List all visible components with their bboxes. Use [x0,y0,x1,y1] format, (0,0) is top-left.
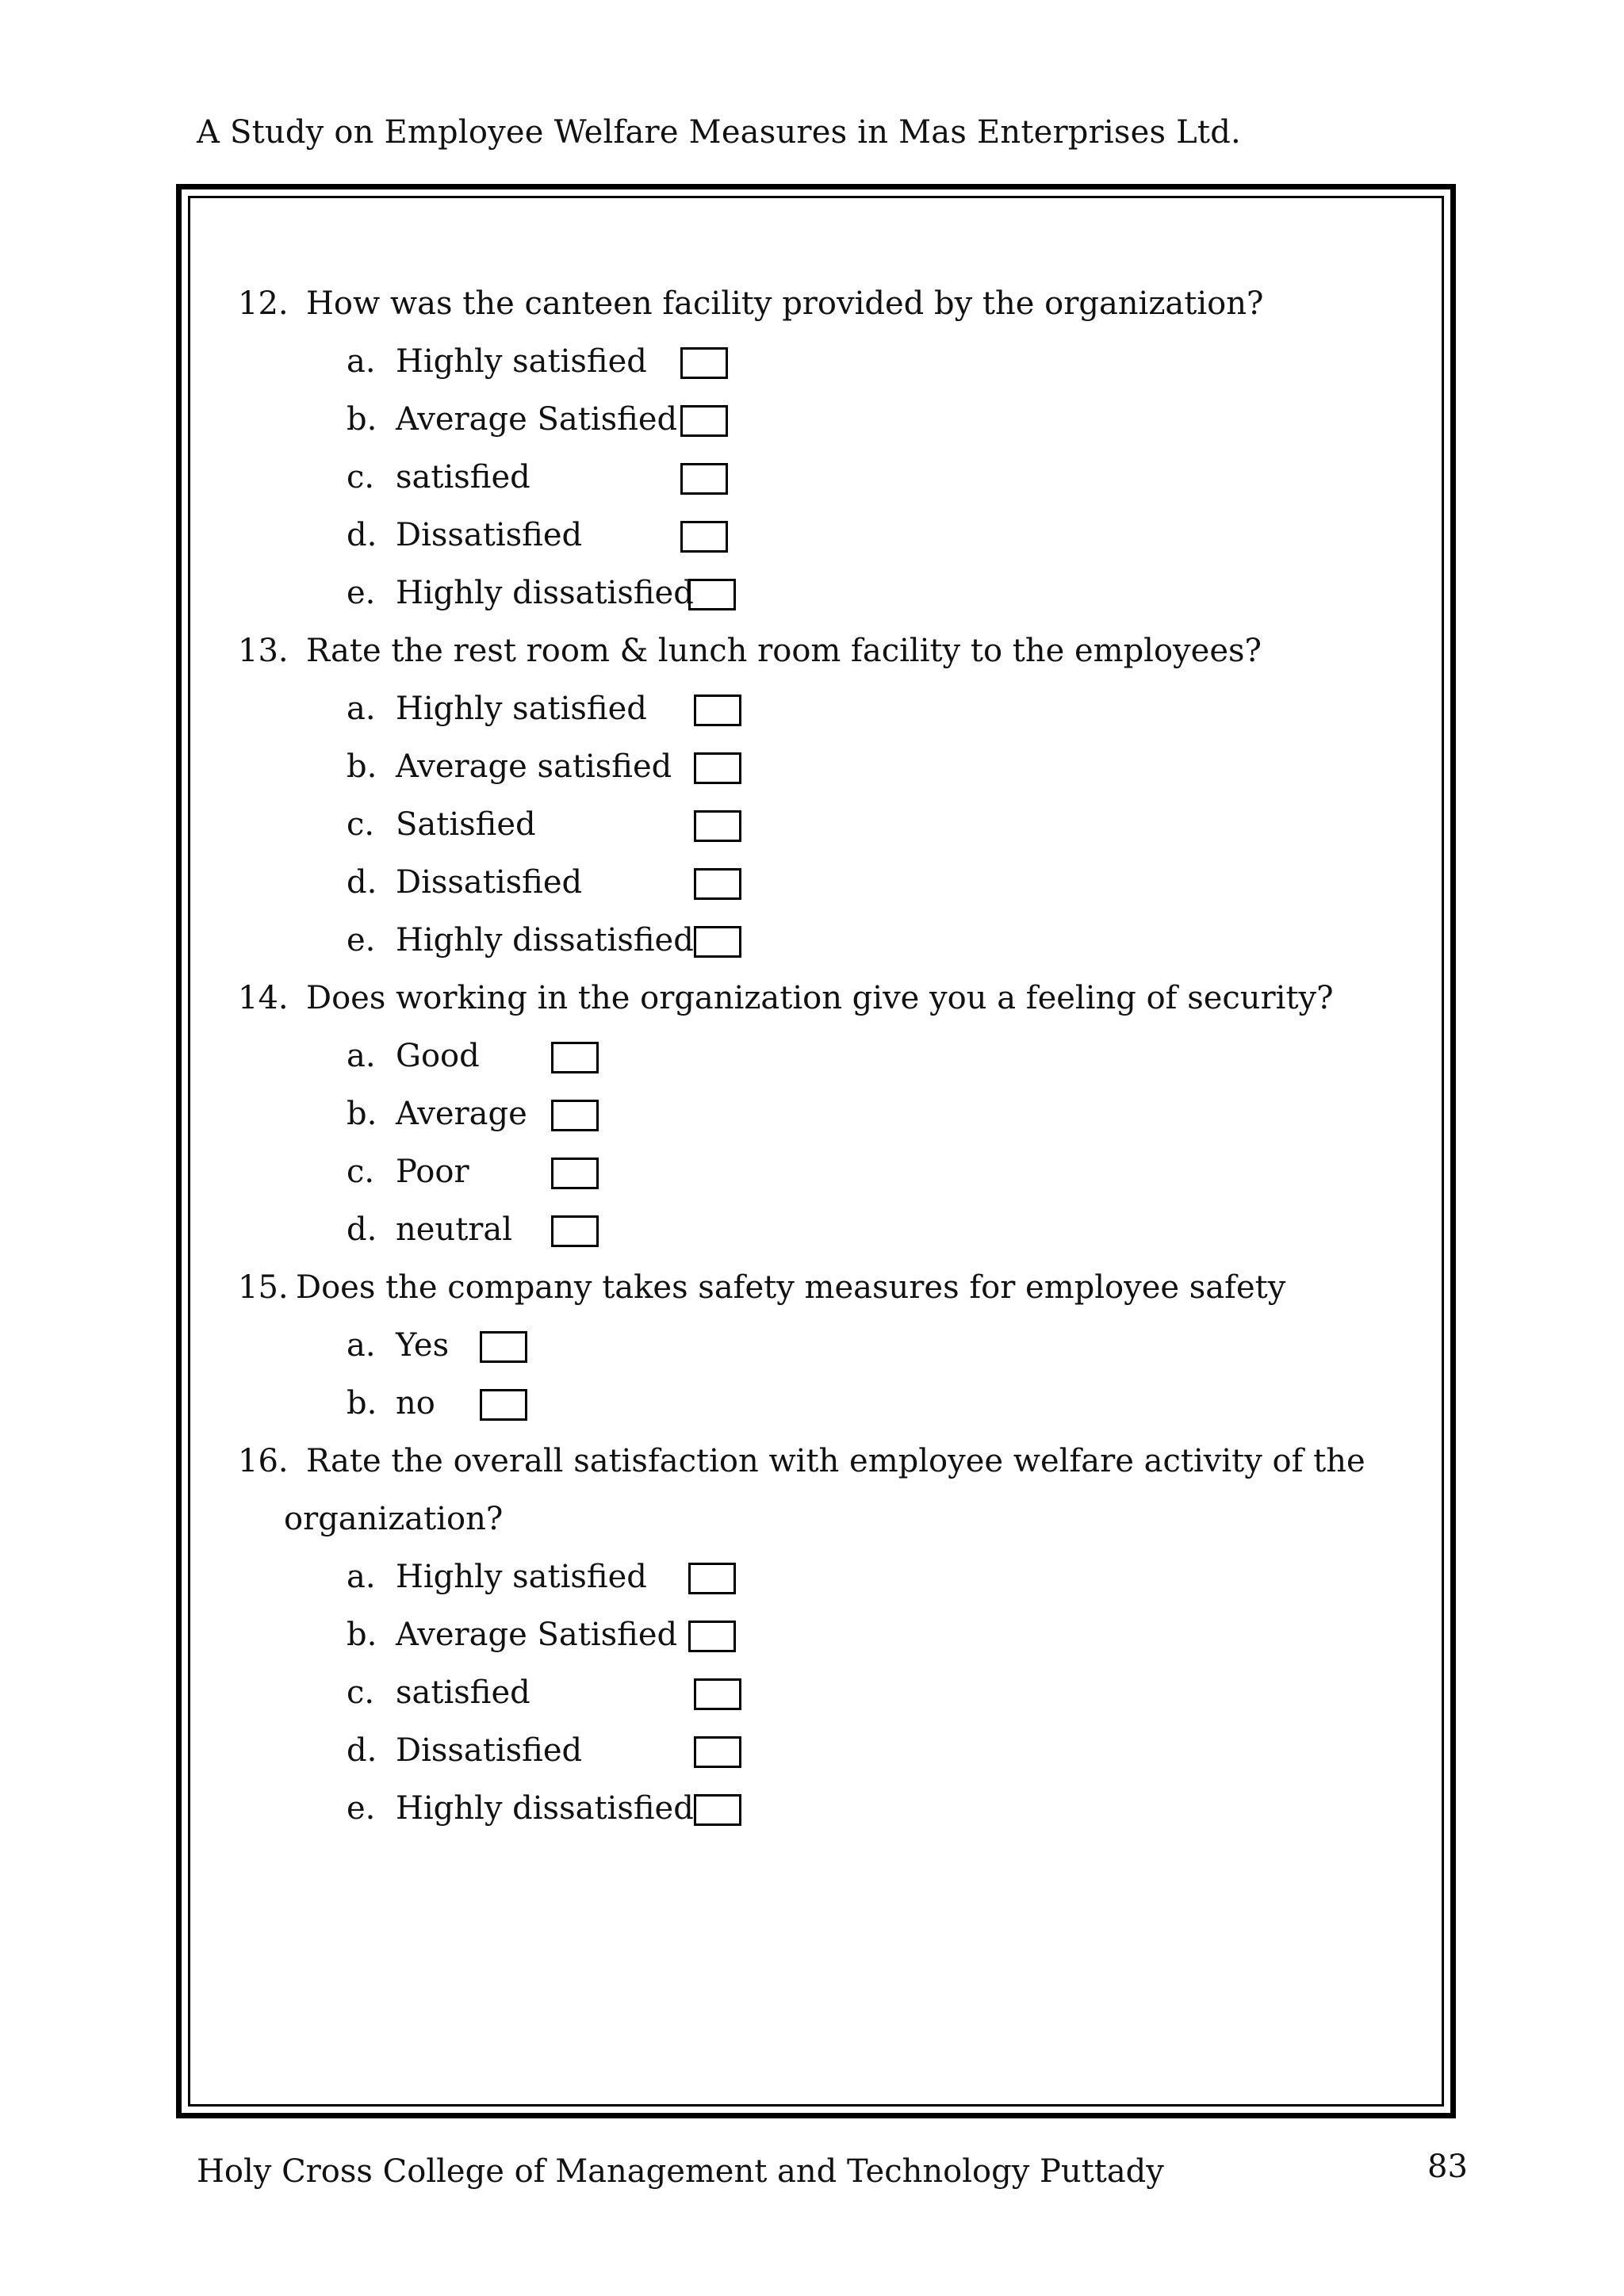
question-14 [238,974,1396,1032]
option-letter: b. [347,1385,377,1422]
checkbox[interactable] [694,810,741,842]
option-letter: b. [347,1617,377,1653]
question-text: How was the canteen facility provided by the organization? [306,285,1264,322]
option-label: Highly satisfied [396,691,647,727]
option-label: Average Satisfied [396,401,678,438]
option-12e [238,569,1396,627]
option-letter: c. [347,1674,375,1711]
question-number: 12. [238,285,289,322]
option-label: Highly dissatisfied [396,922,694,959]
question-text: Does working in the organization give you a feeling of security? [306,980,1334,1016]
option-16e [238,1785,1396,1843]
checkbox[interactable] [680,521,728,553]
checkbox[interactable] [688,579,736,610]
question-number: 13. [238,633,289,669]
option-12d [238,511,1396,569]
checkbox[interactable] [680,463,728,495]
option-letter: a. [347,1038,376,1074]
option-letter: c. [347,1154,375,1190]
option-label: Average Satisfied [396,1617,678,1653]
option-letter: d. [347,517,377,553]
option-12a [238,338,1396,396]
checkbox[interactable] [551,1100,599,1131]
option-letter: a. [347,691,376,727]
option-label: Highly dissatisfied [396,575,694,611]
option-label: Satisfied [396,806,536,843]
option-12c [238,453,1396,511]
question-15 [238,1264,1396,1322]
option-letter: b. [347,748,377,785]
question-12 [238,280,1396,338]
option-letter: d. [347,1211,377,1248]
checkbox[interactable] [480,1389,527,1421]
option-label: Average [396,1096,527,1132]
option-label: Highly dissatisfied [396,1790,694,1827]
option-label: Highly satisfied [396,343,647,380]
option-letter: c. [347,806,375,843]
checkbox[interactable] [688,1563,736,1594]
checkbox[interactable] [694,1678,741,1710]
checkbox[interactable] [551,1215,599,1247]
option-letter: a. [347,343,376,380]
checkbox[interactable] [694,926,741,958]
question-number: 15. [238,1269,289,1306]
questionnaire [238,280,1396,1843]
option-13e [238,916,1396,974]
question-text: Rate the rest room & lunch room facility to the employees? [306,633,1262,669]
option-label: Highly satisfied [396,1559,647,1595]
page-header: A Study on Employee Welfare Measures in Mas Enterprises Ltd. [197,114,1241,151]
checkbox[interactable] [551,1042,599,1073]
option-14a [238,1032,1396,1090]
checkbox[interactable] [694,752,741,784]
option-letter: c. [347,459,375,496]
question-13 [238,627,1396,685]
option-letter: d. [347,864,377,901]
option-letter: a. [347,1327,376,1364]
option-16c [238,1669,1396,1727]
option-label: satisfied [396,1674,530,1711]
question-text: Does the company takes safety measures for employee safety [296,1269,1286,1306]
option-14d [238,1206,1396,1264]
option-letter: e. [347,1790,376,1827]
option-13b [238,743,1396,801]
option-13d [238,859,1396,916]
option-15a [238,1322,1396,1380]
checkbox[interactable] [694,695,741,726]
page-footer: Holy Cross College of Management and Technology Puttady [197,2153,1164,2190]
checkbox[interactable] [551,1158,599,1189]
option-letter: d. [347,1732,377,1769]
option-12b [238,396,1396,453]
checkbox[interactable] [680,347,728,379]
page-number: 83 [1427,2149,1468,2185]
question-number: 16. [238,1443,289,1479]
option-letter: a. [347,1559,376,1595]
checkbox[interactable] [680,405,728,437]
option-15b [238,1380,1396,1437]
option-16b [238,1611,1396,1669]
option-label: satisfied [396,459,530,496]
option-label: Dissatisfied [396,1732,583,1769]
option-label: Yes [396,1327,450,1364]
option-13a [238,685,1396,743]
option-letter: e. [347,575,376,611]
option-letter: e. [347,922,376,959]
option-13c [238,801,1396,859]
question-16-continued: organization? [284,1501,504,1537]
option-letter: b. [347,401,377,438]
question-16 [238,1437,1396,1495]
option-label: Good [396,1038,480,1074]
option-label: Dissatisfied [396,864,583,901]
option-16a [238,1553,1396,1611]
option-label: no [396,1385,435,1422]
question-text: Rate the overall satisfaction with employee welfare activity of the [306,1443,1365,1479]
checkbox[interactable] [694,868,741,900]
option-14c [238,1148,1396,1206]
checkbox[interactable] [694,1794,741,1826]
option-letter: b. [347,1096,377,1132]
option-16d [238,1727,1396,1785]
option-label: Poor [396,1154,469,1190]
checkbox[interactable] [480,1331,527,1363]
option-label: Dissatisfied [396,517,583,553]
option-label: Average satisfied [396,748,672,785]
question-number: 14. [238,980,289,1016]
checkbox[interactable] [688,1621,736,1652]
checkbox[interactable] [694,1736,741,1768]
option-label: neutral [396,1211,513,1248]
option-14b [238,1090,1396,1148]
